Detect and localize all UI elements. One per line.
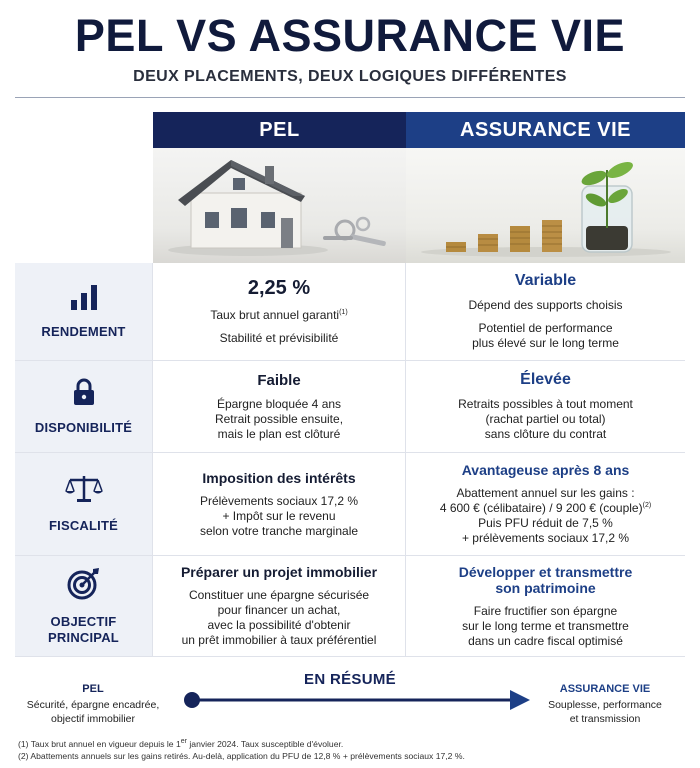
lock-icon [73,378,95,406]
disponibilite-assurance-vie: Élevée Retraits possibles à tout moment (rachat partiel ou total) sans clôture du contrat [458,371,633,441]
footnotes [18,738,688,762]
summary-assurance-vie: ASSURANCE VIE Souplesse, performance et transmission [548,683,662,725]
page-title: PEL VS ASSURANCE VIE [74,10,626,61]
coins-plant-illustration [406,148,685,263]
row-label-fiscalite: FISCALITÉ [15,453,153,555]
objectif-assurance-vie: Développer et transmettre son patrimoine Faire fructifier son épargne sur le long terme et transmettre dans un cadre fiscal optimisé [458,563,633,648]
table-row-rendement [15,263,685,361]
bar-chart-icon [69,284,99,310]
fiscalite-pel: Imposition des intérêts Prélèvements sociaux 17,2 % + Impôt sur le revenu selon votre tranche marginale [153,453,406,555]
comparison-table [15,263,685,657]
summary-arrow [180,688,530,712]
house-keys-illustration [153,148,406,263]
footnote-1: (1) Taux brut annuel en vigueur depuis le 1er janvier 2024. Taux susceptible d'évoluer. [18,738,344,749]
summary-pel: PEL Sécurité, épargne encadrée, objectif immobilier [26,683,160,725]
table-row-fiscalite [15,453,685,556]
fiscalite-assurance-vie: Avantageuse après 8 ans Abattement annuel sur les gains : 4 600 € (célibataire) / 9 200 € (couple)$^{(2)}$ Puis PFU réduit de 7,5 % + prélèvements sociaux 17,2 % [439,462,652,545]
table-row-objectif [15,556,685,657]
table-row-disponibilite [15,361,685,453]
row-label-rendement: RENDEMENT [15,263,153,360]
footnote-2: (2) Abattements annuels sur les gains retirés. Au-delà, application du PFU de 12,8 % + prélèvements sociaux 17,2 %. [18,751,465,761]
header-divider [15,97,685,98]
rendement-pel: 2,25 % Taux brut annuel garanti$^{(1)}$ Stabilité et prévisibilité [153,263,406,360]
column-header-assurance-vie: ASSURANCE VIE [406,112,685,148]
summary-title: EN RÉSUMÉ [304,671,396,688]
rendement-assurance-vie: Variable Dépend des supports choisis Potentiel de performance plus élevé sur le long terme [468,272,623,350]
row-label-objectif: OBJECTIF PRINCIPAL [15,556,153,656]
disponibilite-pel: Faible Épargne bloquée 4 ans Retrait possible ensuite, mais le plan est clôturé [153,361,406,452]
scales-icon [65,474,103,504]
target-icon [67,566,101,600]
objectif-pel: Préparer un projet immobilier Constituer une épargne sécurisée pour financer un achat, avec la possibilité d'obtenir un prêt immobilier à taux préférentiel [153,556,406,656]
page-subtitle: DEUX PLACEMENTS, DEUX LOGIQUES DIFFÉRENTES [133,68,567,85]
column-header-pel: PEL [153,112,406,148]
row-label-disponibilite: DISPONIBILITÉ [15,361,153,452]
